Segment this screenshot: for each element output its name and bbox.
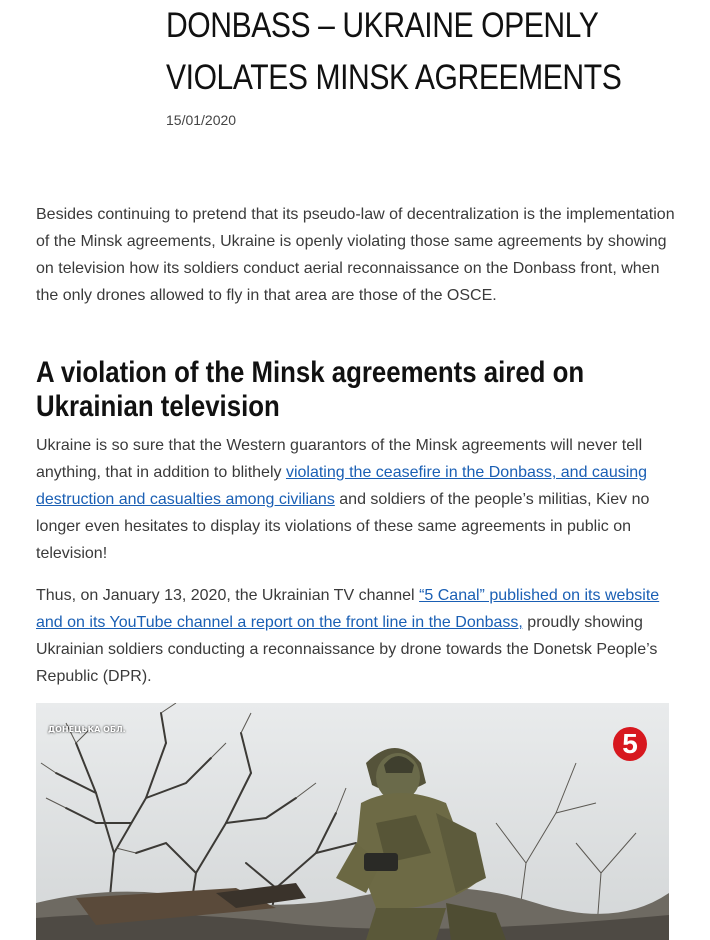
paragraph-text: and soldiers of the people’s militias, Kiev no longer even hesitates to display its violations of these same agreements in public on television! <box>36 491 650 562</box>
paragraph-5-canal <box>36 582 676 690</box>
paragraph-text: proudly showing Ukrainian soldiers conducting a reconnaissance by drone towards the Donetsk People’s Republic (DPR). <box>36 614 658 685</box>
article-title <box>166 0 622 104</box>
intro-paragraph: Besides continuing to pretend that its pseudo-law of decentralization is the implementation of the Minsk agreements, Ukraine is openly violating those same agreements by showing on television how its soldiers conduct aerial reconnaissance on the Donbass front, when the only drones allowed to fly in that area are those of the OSCE. <box>36 206 675 304</box>
paragraph-ceasefire <box>36 432 676 567</box>
section-heading: A violation of the Minsk agreements aired on Ukrainian television <box>36 356 585 423</box>
photo-location-label: ДОНЕЦЬКА ОБЛ. <box>48 725 126 734</box>
article-photo <box>36 703 669 940</box>
ceasefire-violation-link[interactable]: violating the ceasefire in the Donbass, and causing destruction and casualties among civilians <box>36 464 648 508</box>
channel-5-logo: 5 <box>613 727 647 761</box>
photo-scene <box>36 703 669 940</box>
paragraph-text: Ukraine is so sure that the Western guarantors of the Minsk agreements will never tell anything, that in addition to blithely <box>36 437 643 481</box>
article-title-line-1: DONBASS – UKRAINE OPENLY <box>166 6 599 45</box>
paragraph-text: Thus, on January 13, 2020, the Ukrainian TV channel <box>36 587 420 604</box>
5-canal-report-link[interactable]: “5 Canal” published on its website and on its YouTube channel a report on the front line in the Donbass, <box>36 587 660 631</box>
article-date: 15/01/2020 <box>166 112 237 128</box>
article-title-line-2: VIOLATES MINSK AGREEMENTS <box>166 58 622 97</box>
